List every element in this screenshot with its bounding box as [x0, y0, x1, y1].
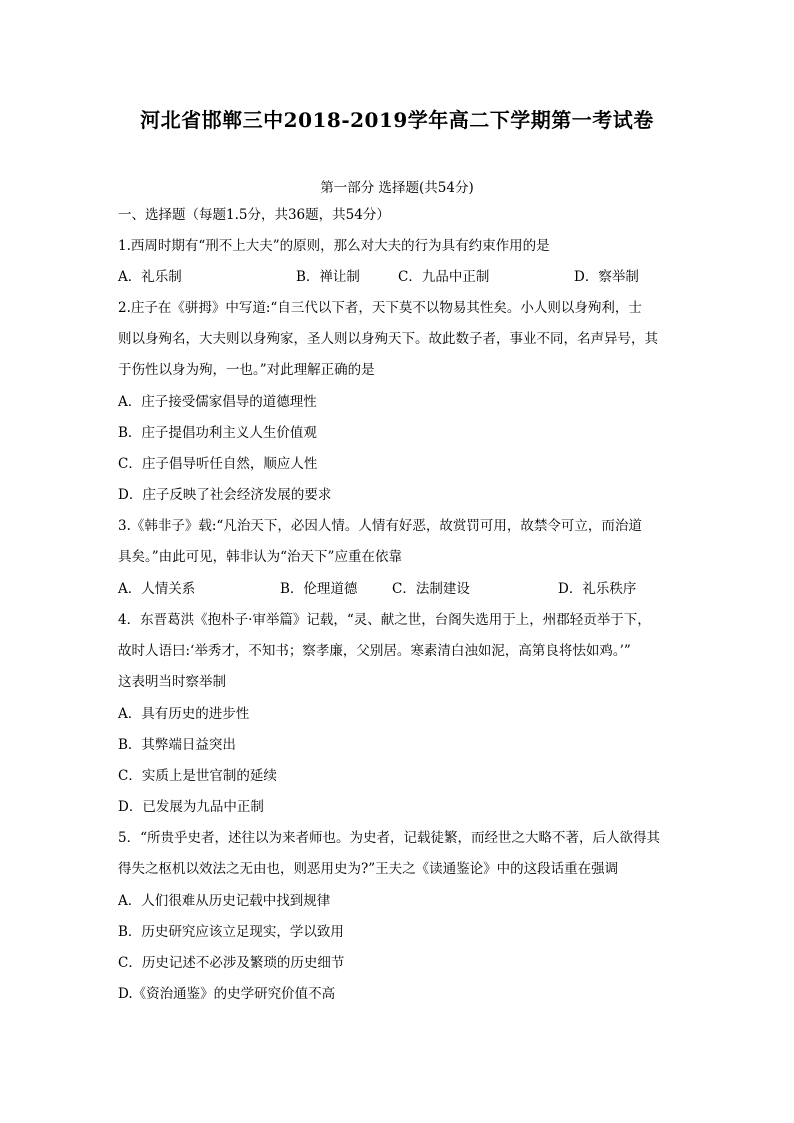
- q2-option-b: B．庄子提倡功利主义人生价值观: [118, 425, 317, 441]
- question-4-stem-line: 故时人语曰:‘举秀才，不知书；察孝廉，父别居。寒素清白浊如泥，高第良将怯如鸡。’”: [118, 643, 631, 659]
- question-1-options: [118, 268, 678, 286]
- q2-option-d: D．庄子反映了社会经济发展的要求: [118, 487, 332, 503]
- question-4-stem-line: 4．东晋葛洪《抱朴子·审举篇》记载，“灵、献之世，台阁失选用于上，州郡轻贡举于下，: [118, 612, 651, 628]
- question-2-stem-line: 则以身殉名，大夫则以身殉家，圣人则以身殉天下。故此数子者，事业不同，名声异号，其: [118, 331, 658, 347]
- question-4-stem-line: 这表明当时察举制: [118, 674, 226, 690]
- q5-option-d: D.《资治通鉴》的史学研究价值不高: [118, 986, 336, 1002]
- question-5-stem-line: 得失之枢机以效法之无由也，则恶用史为?”王夫之《读通鉴论》中的这段话重在强调: [118, 861, 619, 877]
- q1-option-a: A．礼乐制: [118, 269, 182, 285]
- q4-option-c: C．实质上是世官制的延续: [118, 768, 277, 784]
- q5-option-a: A．人们很难从历史记载中找到规律: [118, 893, 331, 909]
- q3-option-b: B．伦理道德: [280, 581, 358, 597]
- exam-title: 河北省邯郸三中2018-2019学年高二下学期第一考试卷: [140, 108, 654, 132]
- q3-option-c: C．法制建设: [392, 581, 470, 597]
- question-2-stem-line: 2.庄子在《骈拇》中写道:“自三代以下者，天下莫不以物易其性矣。小人则以身殉利，士: [118, 300, 642, 316]
- q4-option-b: B．其弊端日益突出: [118, 737, 236, 753]
- q5-option-b: B．历史研究应该立足现实，学以致用: [118, 924, 344, 940]
- q3-option-d: D．礼乐秩序: [558, 581, 637, 597]
- q2-option-c: C．庄子倡导听任自然，顺应人性: [118, 456, 318, 472]
- question-3-stem-line: 具矣。”由此可见，韩非认为“治天下”应重在依靠: [118, 549, 402, 565]
- q5-option-c: C．历史记述不必涉及繁琐的历史细节: [118, 955, 345, 971]
- q3-option-a: A．人情关系: [118, 581, 196, 597]
- q1-option-d: D．察举制: [574, 269, 639, 285]
- question-2-stem-line: 于伤性以身为殉，一也。”对此理解正确的是: [118, 362, 375, 378]
- q1-option-b: B．禅让制: [296, 269, 360, 285]
- q4-option-a: A．具有历史的进步性: [118, 706, 250, 722]
- section-header: 一、选择题（每题1.5分，共36题，共54分）: [118, 207, 390, 223]
- question-3-stem-line: 3.《韩非子》载:“凡治天下，必因人情。人情有好恶，故赏罚可用，故禁令可立，而治道: [118, 518, 642, 534]
- question-3-options: [118, 580, 678, 598]
- q2-option-a: A．庄子接受儒家倡导的道德理性: [118, 394, 317, 410]
- question-5-stem-line: 5．“所贵乎史者，述往以为来者师也。为史者，记载徒繁，而经世之大略不著，后人欲得其: [118, 830, 660, 846]
- q4-option-d: D．已发展为九品中正制: [118, 799, 264, 815]
- part-title: 第一部分 选择题(共54分): [320, 180, 474, 196]
- question-1-stem: 1.西周时期有“刑不上大夫”的原则，那么对大夫的行为具有约束作用的是: [118, 238, 550, 254]
- q1-option-c: C．九品中正制: [398, 269, 490, 285]
